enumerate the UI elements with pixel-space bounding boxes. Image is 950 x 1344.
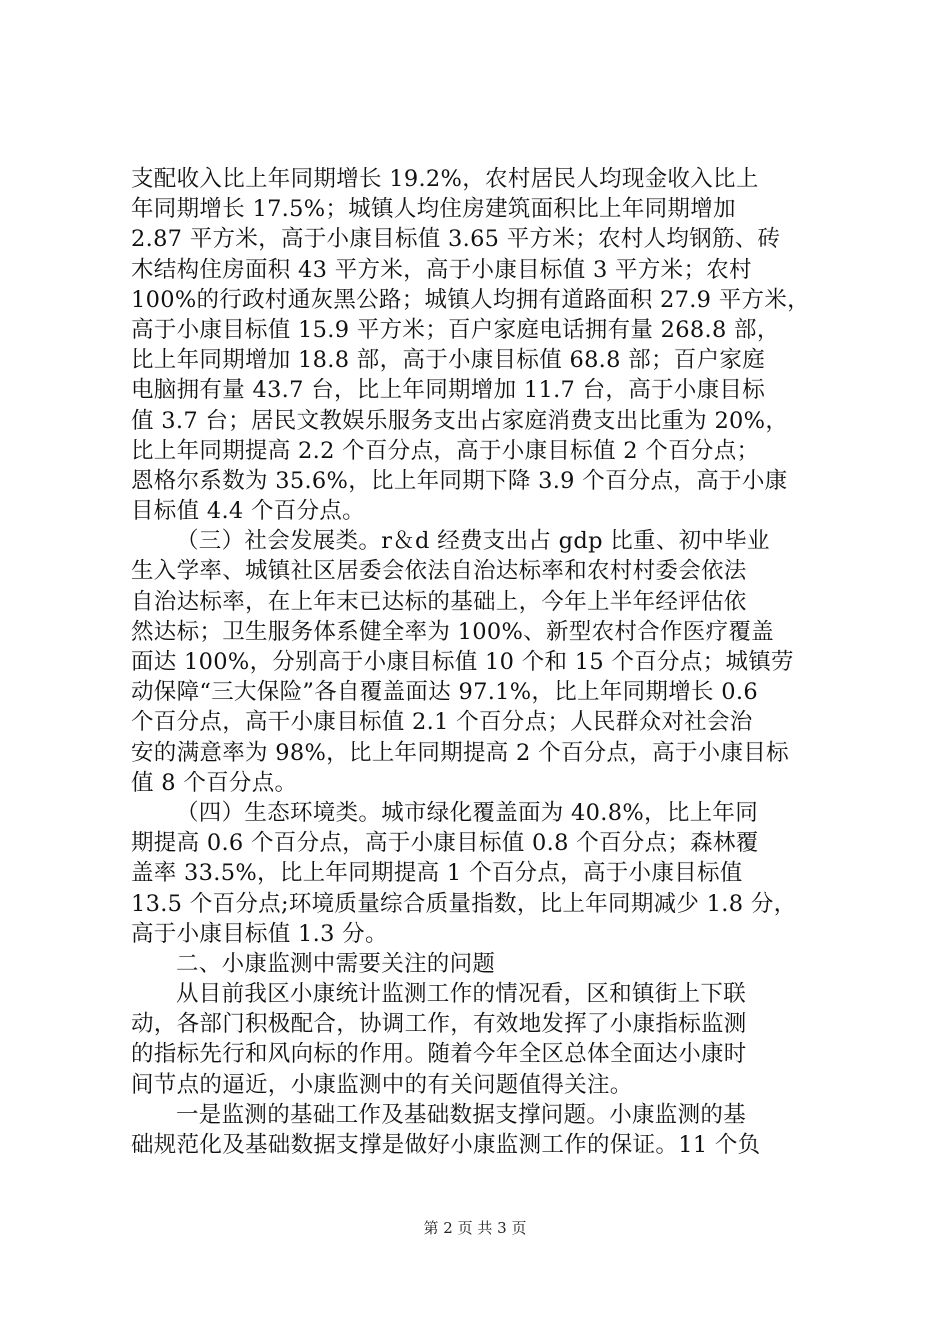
- text-line: 的指标先行和风向标的作用。随着今年全区总体全面达小康时: [131, 1041, 747, 1068]
- text-line: 面达 100%，分别高于小康目标值 10 个和 15 个百分点；城镇劳: [131, 649, 794, 675]
- document-body: [131, 164, 831, 1160]
- text-line: 100%的行政村通灰黑公路；城镇人均拥有道路面积 27.9 平方米，: [131, 286, 810, 313]
- text-line: 支配收入比上年同期增长 19.2%，农村居民人均现金收入比上: [131, 166, 759, 192]
- text-line: 安的满意率为 98%，比上年同期提高 2 个百分点，高于小康目标: [131, 739, 789, 766]
- text-line: 13.5 个百分点;环境质量综合质量指数，比上年同期减少 1.8 分，: [131, 890, 797, 917]
- text-line: 盖率 33.5%，比上年同期提高 1 个百分点，高于小康目标值: [131, 860, 743, 887]
- text-line: 动保障“三大保险”各自覆盖面达 97.1%，比上年同期增长 0.6: [131, 679, 758, 706]
- text-line: 值 3.7 台；居民文教娱乐服务支出占家庭消费支出比重为 20%，: [131, 407, 789, 434]
- text-line: 电脑拥有量 43.7 台，比上年同期增加 11.7 台，高于小康目标: [131, 377, 766, 404]
- text-line: 高于小康目标值 1.3 分。: [131, 920, 388, 947]
- text-line: 自治达标率，在上年末已达标的基础上，今年上半年经评估依: [131, 588, 747, 615]
- section-heading-social: （三）社会发展类。r＆d 经费支出占 gdp 比重、初中毕业: [176, 528, 770, 555]
- section-heading-issues: 二、小康监测中需要关注的问题: [176, 950, 496, 977]
- text-line: 比上年同期提高 2.2 个百分点，高于小康目标值 2 个百分点；: [131, 437, 760, 464]
- text-line: 动，各部门积极配合，协调工作，有效地发挥了小康指标监测: [131, 1011, 747, 1038]
- text-line: 础规范化及基础数据支撑是做好小康监测工作的保证。11 个负: [131, 1132, 761, 1158]
- text-line: 比上年同期增加 18.8 部，高于小康目标值 68.8 部；百户家庭: [131, 347, 766, 374]
- text-line: 恩格尔系数为 35.6%，比上年同期下降 3.9 个百分点，高于小康: [131, 467, 788, 494]
- text-line: 间节点的逼近，小康监测中的有关问题值得关注。: [131, 1071, 633, 1098]
- text-line: 然达标；卫生服务体系健全率为 100%、新型农村合作医疗覆盖: [131, 618, 774, 645]
- text-line: 目标值 4.4 个百分点。: [131, 498, 365, 525]
- text-line: 一是监测的基础工作及基础数据支撑问题。小康监测的基: [176, 1101, 747, 1128]
- text-line: 年同期增长 17.5%；城镇人均住房建筑面积比上年同期增加: [131, 196, 736, 223]
- section-heading-ecology: （四）生态环境类。城市绿化覆盖面为 40.8%，比上年同: [176, 799, 759, 826]
- text-line: 值 8 个百分点。: [131, 769, 298, 796]
- page-number-footer: 第 2 页 共 3 页: [423, 1219, 527, 1237]
- text-line: 从目前我区小康统计监测工作的情况看，区和镇街上下联: [176, 981, 747, 1008]
- text-line: 个百分点，高干小康目标值 2.1 个百分点；人民群众对社会治: [131, 709, 753, 736]
- text-line: 高于小康目标值 15.9 平方米；百户家庭电话拥有量 268.8 部，: [131, 316, 780, 343]
- text-line: 期提高 0.6 个百分点，高于小康目标值 0.8 个百分点；森林覆: [131, 830, 759, 857]
- text-line: 木结构住房面积 43 平方米，高于小康目标值 3 平方米；农村: [131, 256, 752, 283]
- text-line: 2.87 平方米，高于小康目标值 3.65 平方米；农村人均钢筋、砖: [131, 226, 781, 253]
- text-line: 生入学率、城镇社区居委会依法自治达标率和农村村委会依法: [131, 558, 747, 585]
